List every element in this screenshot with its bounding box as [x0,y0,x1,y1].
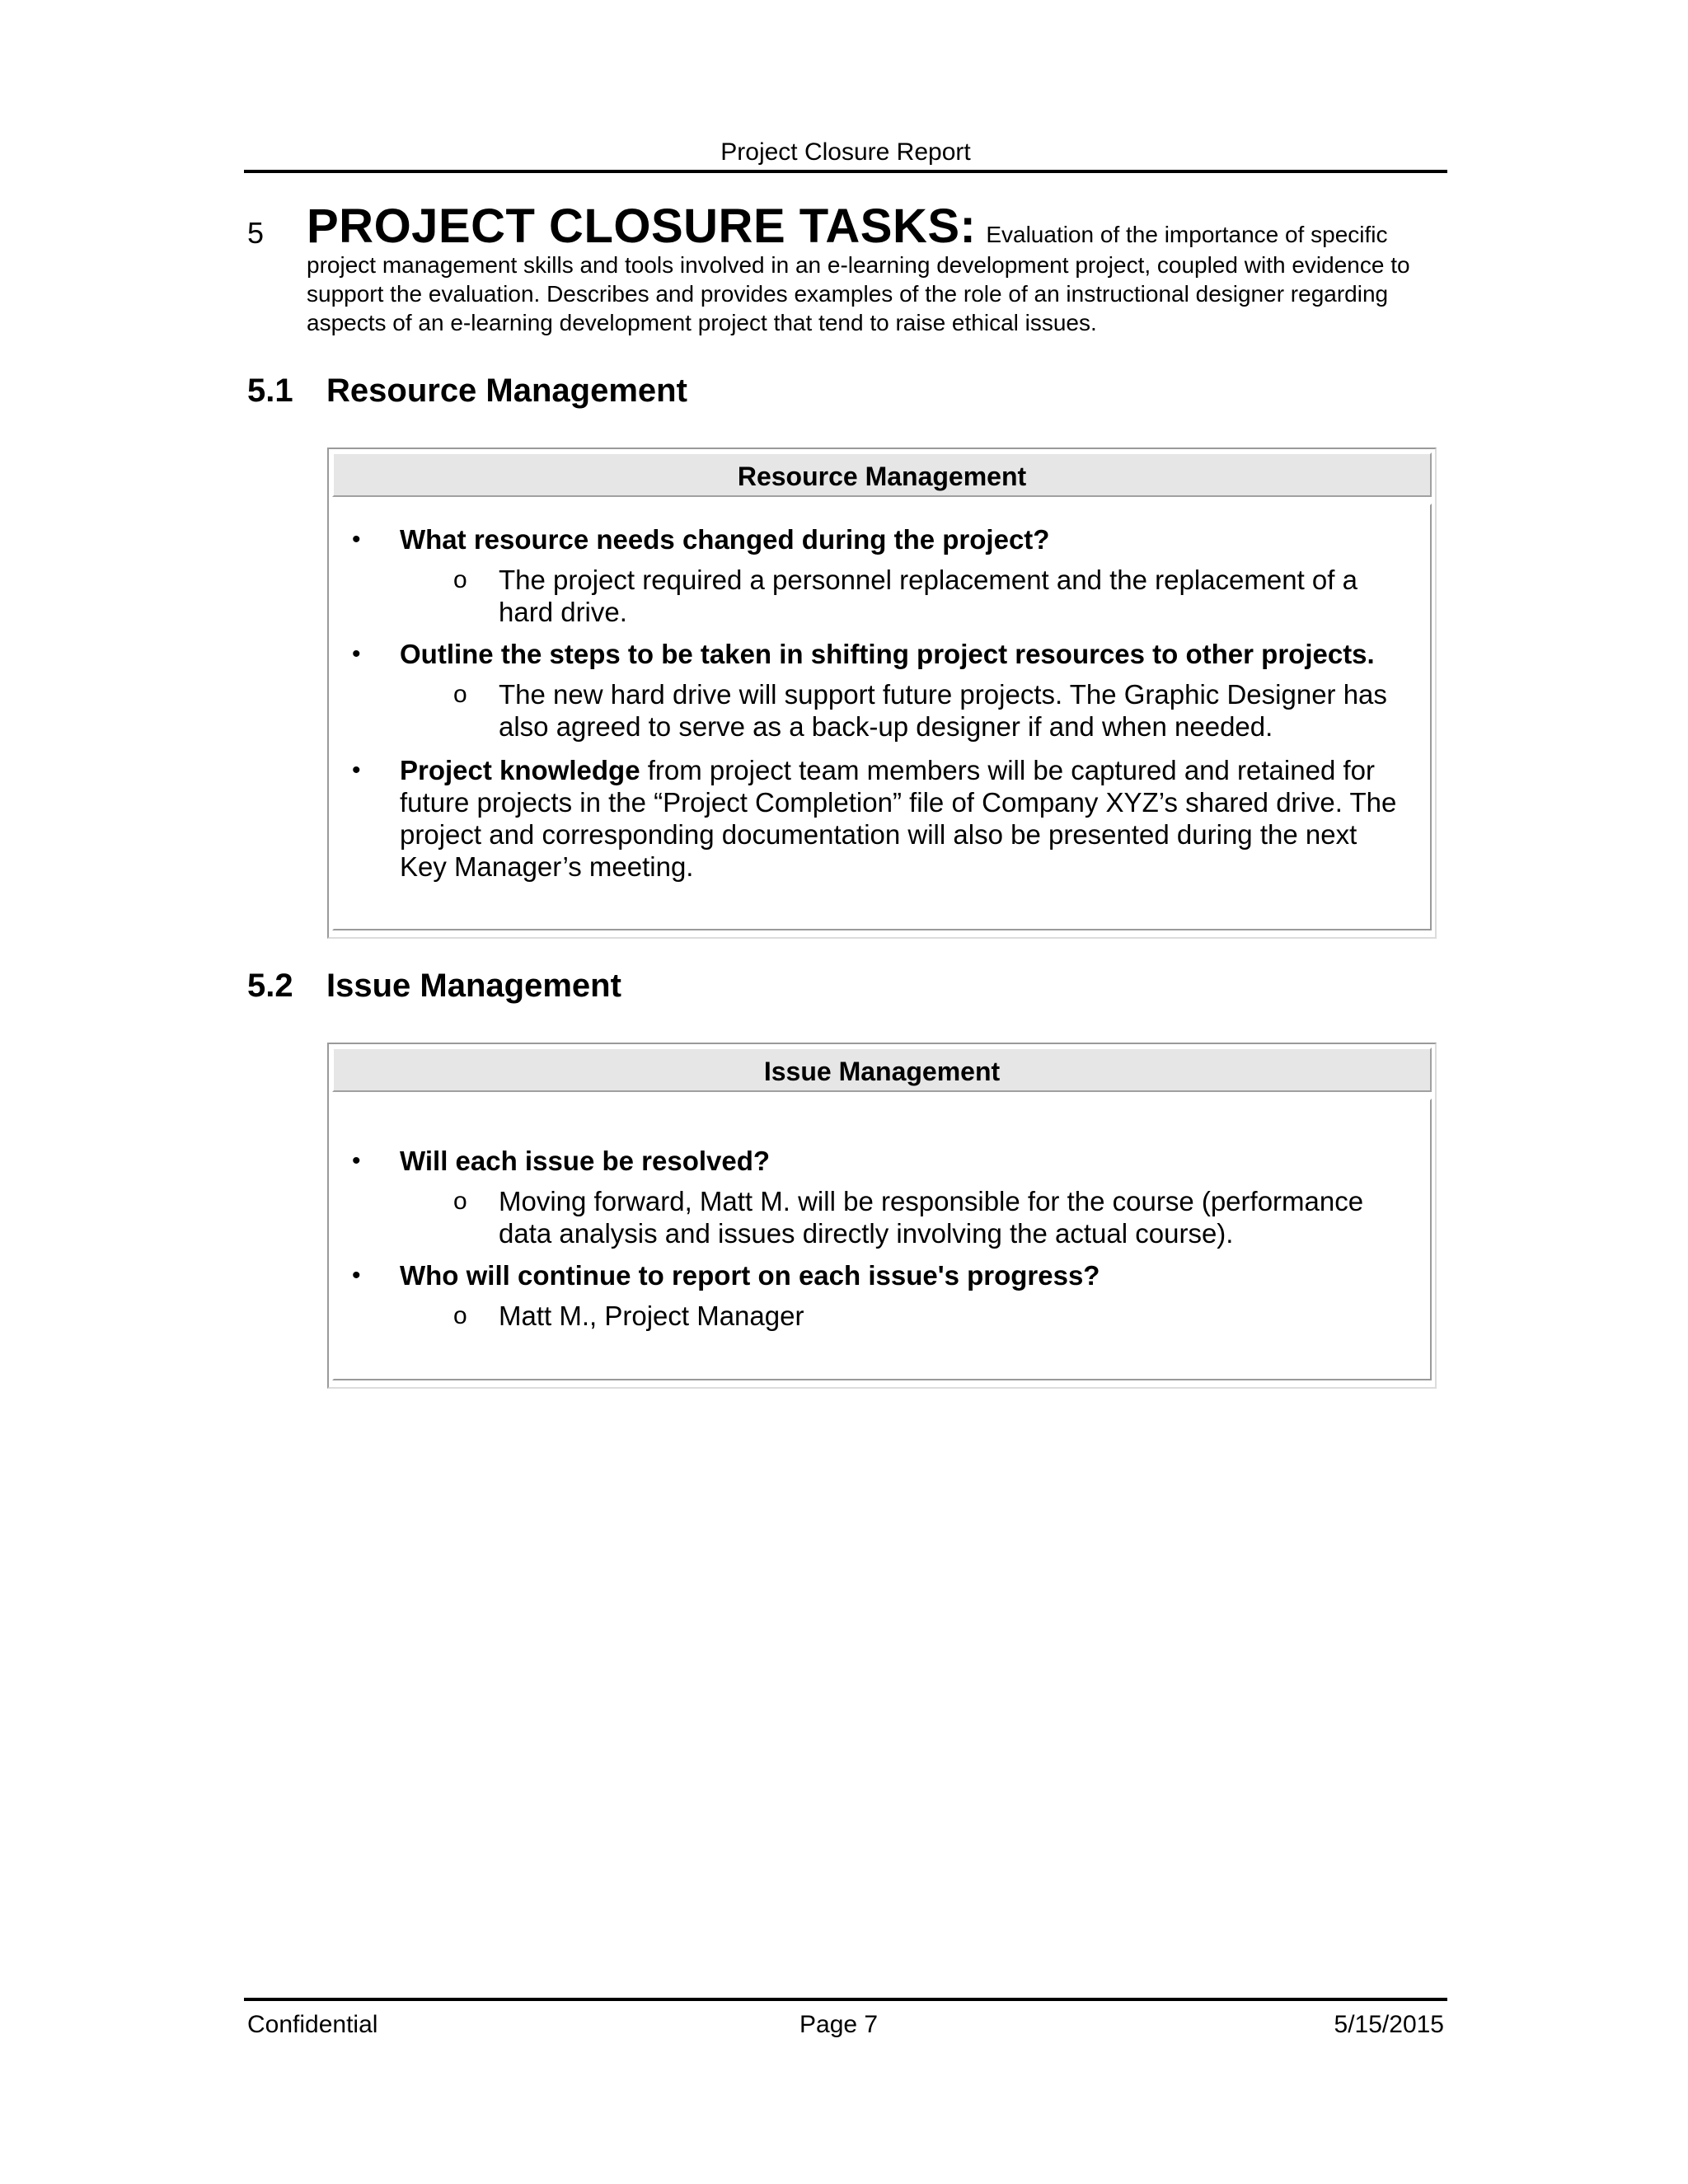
table-cell [332,504,1432,930]
section-heading-issue [247,968,621,1005]
chapter-title: PROJECT CLOSURE TASKS: [307,199,977,253]
bullet-icon: • [352,640,361,668]
footer-date: 5/15/2015 [1334,2011,1444,2038]
paragraph: from project team members will be captured and retained for future projects in the “Project Completion” file of Company XYZ’s shared drive. The project and corresponding documentation will also be presented during the next Key Manager’s meeting. [400,755,1397,882]
section-title: Resource Management [326,373,687,409]
answer: Moving forward, Matt M. will be responsible for the course (performance data analysis and issues directly involving the actual course). [499,1186,1364,1249]
table-header: Issue Management [332,1047,1432,1092]
emphasis: Project knowledge [400,755,640,785]
bullet-icon: • [352,757,361,784]
list-item [334,754,1430,883]
circle-bullet-icon: o [453,1188,467,1215]
answer: The project required a personnel replacement and the replacement of a hard drive. [499,565,1357,627]
footer-confidential: Confidential [247,2011,378,2038]
document-title: Project Closure Report [720,138,971,166]
circle-bullet-icon: o [453,1302,467,1329]
answer: The new hard drive will support future projects. The Graphic Designer has also agreed to serve as a back-up designer if and when needed. [499,679,1387,742]
list-item [334,638,1430,670]
list-item [334,523,1430,555]
chapter-5 [247,199,1434,337]
sub-list-item [334,564,1430,628]
list-item [334,1145,1430,1177]
question: Who will continue to report on each issue's progress? [400,1260,1100,1291]
page-footer [244,1998,1447,2038]
sub-list-item [334,678,1430,743]
resource-management-table [327,448,1437,939]
table-cell [332,1099,1432,1380]
question: What resource needs changed during the project? [400,524,1050,555]
bullet-icon: • [352,1262,361,1289]
list-item [334,1259,1430,1291]
bullet-icon: • [352,526,361,553]
answer: Matt M., Project Manager [499,1301,804,1331]
table-header: Resource Management [332,452,1432,497]
sub-list-item [334,1185,1430,1249]
chapter-description: Evaluation of the importance of specific project management skills and tools involved in an e-learning development project, coupled with evidence to support the evaluation. Describes and provides examples of the role of an instructional designer regarding aspects of an e-learning development project that tend to raise ethical issues. [307,222,1410,335]
chapter-body [307,199,1434,337]
issue-management-table [327,1043,1437,1389]
page-number: Page 7 [799,2011,879,2038]
sub-list-item [334,1300,1430,1332]
question: Will each issue be resolved? [400,1146,771,1176]
page-header [244,135,1447,173]
section-number: 5.1 [247,373,293,409]
question: Outline the steps to be taken in shifting project resources to other projects. [400,639,1375,669]
circle-bullet-icon: o [453,566,467,593]
section-heading-resource [247,373,687,410]
section-number: 5.2 [247,968,293,1004]
section-title: Issue Management [326,968,621,1004]
bullet-icon: • [352,1147,361,1174]
chapter-number: 5 [247,216,265,250]
circle-bullet-icon: o [453,681,467,708]
